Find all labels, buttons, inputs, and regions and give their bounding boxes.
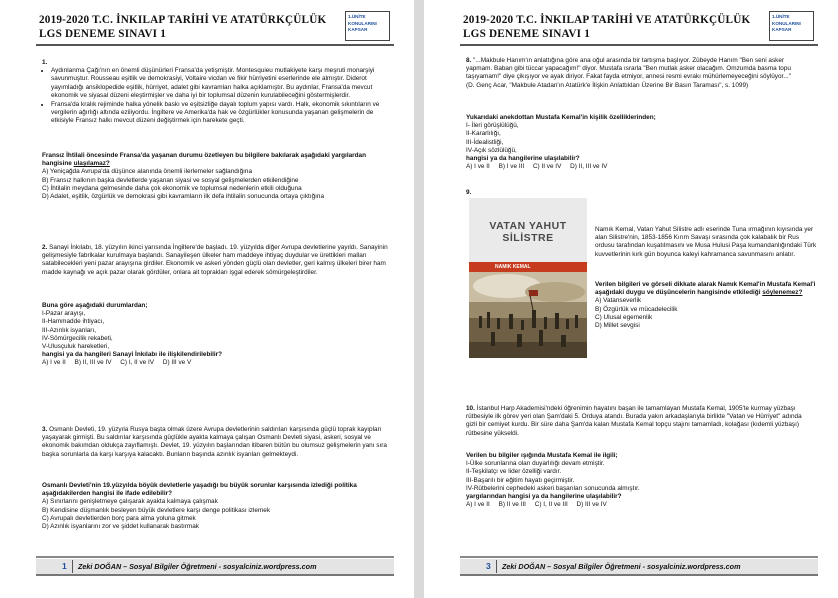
- list-item: I- İleri görüşlülüğü,: [466, 122, 519, 130]
- page-number: 1: [62, 561, 67, 571]
- question-8-stem: [466, 114, 812, 171]
- option-d[interactable]: D) III ve V: [162, 359, 192, 367]
- question-number: 3.: [42, 426, 48, 433]
- footer-divider: [460, 556, 818, 558]
- question-number: 2.: [42, 244, 48, 251]
- question-9-text: [595, 226, 817, 259]
- option-c[interactable]: C) I, II ve IV: [120, 359, 155, 367]
- footer-divider: [36, 556, 394, 558]
- book-title-line-2: SİLİSTRE: [502, 232, 554, 244]
- list-item: IV-Rütbelerini cephedeki askeri başarıları sonucunda almıştır.: [466, 484, 640, 492]
- list-item: III-Azınlık isyanları,: [42, 326, 96, 334]
- question-10-stem: [466, 452, 812, 509]
- list-item: I-Ülke sorunlarına olan duyarlılığı devam etmiştir.: [466, 460, 605, 468]
- book-cover-title: [469, 220, 587, 244]
- question-lead: Verilen bu bilgiler ışığında Mustafa Kemal ile ilgili;: [466, 452, 618, 459]
- question-number: 8.: [466, 57, 472, 64]
- list-item: II-Kararlılığı,: [466, 130, 501, 138]
- unit-line-3: KAPSAR: [772, 27, 792, 33]
- option-d[interactable]: D) III ve IV: [576, 501, 607, 509]
- option-a[interactable]: A) I ve II: [42, 359, 66, 367]
- option-b[interactable]: B) I ve III: [498, 163, 525, 171]
- unit-badge: [769, 11, 814, 41]
- option-a[interactable]: A) Yeniçağda Avrupa'da düşünce alanında önemli ilerlemeler sağlandığına: [42, 168, 253, 176]
- exam-page-3: [424, 0, 838, 598]
- list-item: III-Başarılı bir eğitim hayatı geçirmiştir.: [466, 476, 575, 484]
- option-d[interactable]: D) Adalet, eşitlik, özgürlük ve demokrasi gibi kavramların ilk defa ihtilalin sonucunda ortaya çıktığına: [42, 193, 325, 201]
- footer-separator: [496, 560, 497, 573]
- question-number: 9.: [466, 189, 472, 196]
- footer-author: Zeki DOĞAN – Sosyal Bilgiler Öğretmeni - sosyalciniz.wordpress.com: [502, 562, 741, 571]
- question-9-stem: [595, 281, 817, 330]
- exam-title: [463, 13, 763, 41]
- question-number: 10.: [466, 405, 475, 412]
- question-2-stem: [42, 302, 388, 368]
- unit-line-2: KONULARINI: [348, 20, 377, 26]
- option-c[interactable]: C) İhtilalin meydana gelmesinde daha çok ekonomik ve toplumsal nedenlerin etkili olduğuna: [42, 184, 302, 192]
- question-text: Sanayi İnkılabı, 18. yüzyılın ikinci yarısında İngiltere'de başladı. 19. yüzyılda diğer Avrupa devletlerine yayıldı. Sanayinin gelişmesiyle fabrikalar kurulmaya başlandı. Sanayileşen ülkeler ham maddeye ihtiyaç duydular ve ürettikleri malları satabilecekleri yeni pazar arayışına girdiler. Ekonomik ve askeri yönden güçlü olan devletler, geri kalmış ülkeleri birer ham madde kaynağı ve açık pazar olarak gördüler, onlara ait toprakları işgal ederek sömürgeleştirdiler.: [42, 244, 388, 276]
- question-text: Namık Kemal, Vatan Yahut Silistre adlı eserinde Tuna ırmağının kıyısında yer alan Silistre'nin, 1853-1856 Kırım Savaşı sırasında çok kalabalık bir Rus ordusu tarafından kuşatılmasını ve Musa Hulusi Paşa kumandanlığındaki Türk kuvvetlerinin kırk gün boyunca kaleyi kahramanca savunmasını anlatır.: [595, 226, 817, 258]
- option-b[interactable]: B) Kendisine düşmanlık besleyen büyük devletlere karşı denge politikası izlemek: [42, 506, 271, 514]
- question-stem: Fransız İhtilali öncesinde Fransa'da yaşanan durumu özetleyen bu bilgilere bakılarak aşağıdaki yargılardan hangisine: [42, 152, 367, 168]
- unit-line-1: 1.ÜNİTE: [772, 14, 790, 19]
- unit-line-3: KAPSAR: [348, 27, 368, 33]
- option-b[interactable]: B) II, III ve IV: [74, 359, 112, 367]
- question-lead: Buna göre aşağıdaki durumlardan;: [42, 302, 148, 309]
- question-2: [42, 244, 388, 277]
- book-cover-image: [469, 198, 587, 358]
- exam-title: [39, 13, 339, 41]
- option-d[interactable]: D) II, III ve IV: [570, 163, 608, 171]
- list-item: I-Pazar arayışı,: [42, 310, 86, 318]
- question-1: [42, 59, 388, 127]
- question-number: 1.: [42, 59, 48, 66]
- exam-page-1: [0, 0, 414, 598]
- option-c[interactable]: C) II ve IV: [532, 163, 562, 171]
- list-item: II-Hammadde ihtiyacı,: [42, 318, 105, 326]
- question-1-stem: [42, 152, 388, 201]
- footer: [36, 559, 394, 576]
- list-item: • Fransa'da kralık rejiminde halka yönelik baskı ve eşitsizliğe dayalı toplum yapısı vardı. Halk, ekonomik sıkıntıların ve vergilerin ağırlığı altında eziliyordu. İngiltere ve Amerika'da hak ve özgürlükler konusunda yaşanan gelişmelerin de etkisiyle Fransız halkı mevcut düzeni değiştirmek için harekete geçti.: [51, 101, 388, 126]
- footer: [460, 559, 818, 576]
- footer-separator: [72, 560, 73, 573]
- option-a[interactable]: A) Vatanseverlik: [595, 297, 642, 305]
- bullet-list: [42, 67, 388, 125]
- list-item: • Aydınlanma Çağı'nın en önemli düşünürleri Fransa'da yetişmiştir. Montesquieu mutlakiyete karşı meşruti monarşiyi savunmuştur. Rousseau eşitlik ve demokrasiyi, Voltaire vicdan ve fikir hürriyetini eserlerinde ele almıştır. Diderot yayımladığı ansiklopedide eşitlik, hürriyet, adalet gibi kavramları halka açıklamıştır. Bu aydınlar, Fransa'da mevcut ekonomik ve siyasal düzeni eleştirmişler ve daha iyi bir toplumsal düzenin kurulabileceğini göstermişlerdir.: [51, 67, 388, 100]
- list-item: II-Teşkilatçı ve lider özelliği vardır.: [466, 468, 562, 476]
- question-9-number: [466, 189, 496, 197]
- unit-line-1: 1.ÜNİTE: [348, 14, 366, 19]
- unit-badge: [345, 11, 390, 41]
- option-b[interactable]: B) II ve III: [498, 501, 526, 509]
- option-c[interactable]: C) Avrupalı devletlerden borç para alma yoluna gitmek: [42, 514, 196, 522]
- option-a[interactable]: A) I ve II: [466, 501, 490, 509]
- book-title-line-1: VATAN YAHUT: [489, 220, 567, 232]
- option-a[interactable]: A) Sınırlarını genişletmeye çalışarak ayakta kalmaya çalışmak: [42, 498, 218, 506]
- title-line-2: LGS DENEME SINAVI 1: [463, 28, 590, 40]
- question-stem: hangisi ya da hangileri Sanayi İnkılabı ile ilişkilendirilebilir?: [42, 351, 223, 359]
- page-number: 3: [486, 561, 491, 571]
- question-quote: "...Makbule Hanım'ın anlattığına göre ana oğul arasında bir tartışma başlıyor. Zübeyde Hanım "Ben seni asker yapmam. Baban gibi tüccar yapacağım!" diyor. Mustafa ısrarla "Ben mutlak asker olacağım. Omzumda basma topu taşıyamam!" diye çikışıyor ve ayak diriyor. Fakat fayda etmiyor, annesi resmi evrakı mühürlemeyeceğini söylüyor...": [466, 57, 791, 81]
- list-item: IV-Sömürgecilik rekabeti,: [42, 334, 113, 342]
- option-c[interactable]: C) Ulusal egemenlik: [595, 313, 653, 321]
- header-divider: [36, 44, 394, 46]
- title-line-1: 2019-2020 T.C. İNKILAP TARİHİ VE ATATÜRKÇÜLÜK: [463, 14, 751, 26]
- question-stem: yargılarından hangisi ya da hangilerine ulaşılabilir?: [466, 493, 622, 501]
- list-item: V-Ulusçuluk hareketleri,: [42, 343, 110, 351]
- question-stem: hangisi ya da hangilerine ulaşılabilir?: [466, 155, 580, 163]
- stem-underline: ulaşılamaz?: [73, 160, 110, 168]
- title-line-2: LGS DENEME SINAVI 1: [39, 28, 166, 40]
- question-text: İstanbul Harp Akademisi'ndeki öğrenimin hayatını başan ile tamamlayan Mustafa Kemal, 1905'te kurmay yüzbaşı rütbesiyle ilk görev yeri olan Şam'daki 5. Orduya atandı. Burada yakın arkadaşlarıyla birlikte "Vatan ve Hürriyet" adında gizli bir cemiyet kurdu. Bir süre daha Şam'da kalan Mustafa Kemal topçu stajını tamamladı, kolağası (kıdemli yüzbaşı) rütbesine yükseldi.: [466, 405, 802, 437]
- option-a[interactable]: A) I ve II: [466, 163, 490, 171]
- option-d[interactable]: D) Millet sevgisi: [595, 322, 640, 330]
- option-c[interactable]: C) I, II ve III: [534, 501, 568, 509]
- title-line-1: 2019-2020 T.C. İNKILAP TARİHİ VE ATATÜRKÇÜLÜK: [39, 14, 327, 26]
- header-divider: [460, 44, 818, 46]
- battle-scene-illustration: [469, 272, 587, 358]
- question-stem: Verilen bilgileri ve görseli dikkate alarak Namık Kemal'in Mustafa Kemal'i aşağıdaki duygu ve düşüncelerin hangisinde etkilediği: [595, 281, 816, 297]
- option-b[interactable]: B) Özgürlük ve mücadelecilik: [595, 305, 678, 313]
- list-item: III-İdealistliği,: [466, 138, 504, 146]
- book-cover-author: NAMIK KEMAL: [469, 262, 587, 272]
- question-3: [42, 426, 388, 459]
- question-8: [466, 57, 812, 90]
- question-3-stem: [42, 482, 388, 531]
- question-10: [466, 405, 812, 438]
- question-text: Osmanlı Devleti, 19. yüzyıla Rusya başta olmak üzere Avrupa devletlerinin saldırıları karşısında güçlü toprak kayıpları yaşayarak girmişti. Bu saldırılar karşısında güçlükle ayakta kalmaya çalışan Osmanlı Devleti siyasi, askeri, sosyal ve ekonomik bakımdan oldukça zayıflamıştı. Devlet, 19. yüzyılın başlarından itibaren bütün bu olumsuz gelişmelerin yanı sıra başka sorunlarla da karşı karşıya kalacaktı. Bunların başında azınlık isyanları gelmekteydi.: [42, 426, 387, 458]
- question-stem: Osmanlı Devleti'nin 19.yüzyılda böyük devletlerle yaşadığı bu büyük sorunlar karşısında izlediği politika aşağıdakilerden hangisi ile ifade edilebilir?: [42, 482, 357, 498]
- footer-author: Zeki DOĞAN – Sosyal Bilgiler Öğretmeni - sosyalciniz.wordpress.com: [78, 562, 317, 571]
- option-d[interactable]: D) Azınlık isyanlarını zor ve şiddet kullanarak bastırmak: [42, 523, 199, 531]
- unit-line-2: KONULARINI: [772, 20, 801, 26]
- question-lead: Yukarıdaki anekdottan Mustafa Kemal'in kişilik özelliklerinden;: [466, 114, 656, 121]
- quote-source: (D. Genç Acar, "Makbule Atadan'ın Atatürk'e İlişkin Anlattıkları Üzerine Bir Basın Taraması", s. 1099): [466, 81, 749, 89]
- stem-underline: söylenemez?: [762, 289, 803, 297]
- option-b[interactable]: B) Fransız halkının başka devletlerde yaşanan siyasi ve sosyal gelişmelerden etkilendiğine: [42, 176, 299, 184]
- list-item: IV-Açık sözlülüğü,: [466, 146, 517, 154]
